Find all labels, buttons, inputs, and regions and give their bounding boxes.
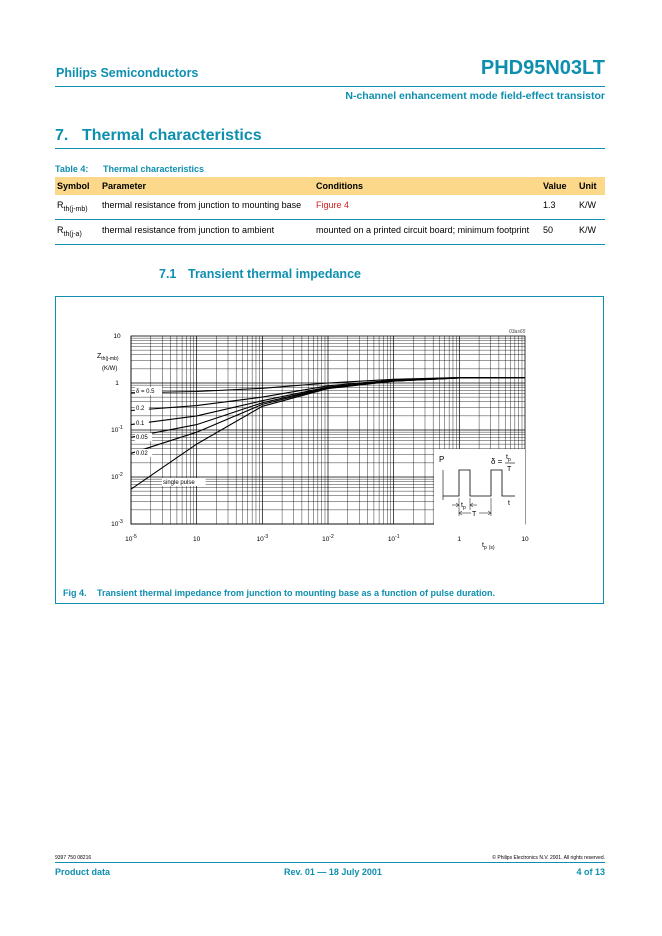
y-tick-label: $10^{-1}$ — [111, 425, 123, 434]
inset-t-label: t — [508, 500, 510, 507]
subsection-number: 7.1 — [159, 267, 177, 281]
x-tick-label: $10^{-2}$ — [322, 534, 334, 543]
figure-caption — [63, 588, 495, 598]
figure-caption-text: Transient thermal impedance from junction to mounting base as a function of pulse duration. — [97, 588, 496, 598]
copyright: © Philips Electronics N.V. 2001. All rights reserved. — [492, 855, 605, 861]
product-code: PHD95N03LT — [480, 57, 605, 79]
company-name: Philips Semiconductors — [56, 66, 199, 80]
y-tick-label: 1 — [115, 380, 119, 387]
series-label-3: 0.05 — [136, 435, 148, 441]
section-number: 7. — [55, 127, 69, 144]
inset-p-label: P — [439, 455, 445, 464]
cell-unit: K/W — [577, 195, 605, 219]
series-label-2: 0.1 — [136, 421, 145, 427]
y-tick-label: 10 — [113, 333, 121, 340]
figure-code: 03as65 — [509, 329, 526, 335]
cell-unit: K/W — [577, 219, 605, 244]
pulse-inset — [434, 449, 525, 525]
series-label-1: 0.2 — [136, 406, 145, 412]
y-tick-label: $10^{-2}$ — [111, 472, 123, 481]
cell-value: 50 — [541, 219, 577, 244]
inset-T-label: T — [472, 511, 477, 518]
doc-number: 9397 750 08216 — [55, 855, 92, 861]
cell-conditions: mounted on a printed circuit board; minimum footprint — [314, 219, 541, 244]
x-tick-label: 10 — [521, 536, 529, 543]
table-caption-number: Table 4: — [55, 164, 89, 174]
series-label-0: δ = 0.5 — [136, 389, 155, 395]
footer-page-number: 4 of 13 — [576, 867, 605, 877]
product-subtitle: N-channel enhancement mode field-effect transistor — [345, 90, 605, 102]
y-axis-label: $Z_{th(j-mb)}$ — [97, 353, 119, 362]
section-title: Thermal characteristics — [82, 127, 262, 144]
series-label-5: single pulse — [163, 480, 195, 486]
header-value: Value — [541, 177, 577, 195]
inset-frac-den: T — [507, 466, 512, 473]
figure-4-link[interactable]: Figure 4 — [314, 195, 541, 219]
header-conditions: Conditions — [314, 177, 541, 195]
inset-delta-label: δ = — [491, 457, 503, 466]
y-axis-unit: (K/W) — [102, 366, 118, 372]
cell-parameter: thermal resistance from junction to mounting base — [100, 195, 314, 219]
cell-symbol: $R_{th(j-mb)}$ — [55, 195, 100, 219]
inset-tp-label: $t_p$ — [461, 502, 466, 511]
y-tick-label: $10^{-3}$ — [111, 519, 123, 528]
header-parameter: Parameter — [100, 177, 314, 195]
cell-parameter: thermal resistance from junction to ambient — [100, 219, 314, 244]
x-tick-label: $10^{-1}$ — [387, 534, 400, 543]
inset-background — [434, 449, 525, 525]
x-tick-label: $10^{-3}$ — [256, 534, 269, 543]
inset-frac-num: $t_p$ — [506, 454, 511, 463]
x-tick-label: 10 — [193, 536, 201, 543]
figure-caption-number: Fig 4. — [63, 588, 87, 598]
footer-revision: Rev. 01 — 18 July 2001 — [284, 867, 382, 877]
cell-symbol: $R_{th(j-a)}$ — [55, 219, 100, 244]
x-tick-label: $10^{-5}$ — [125, 534, 137, 543]
footer-rule — [55, 862, 605, 863]
subsection-title: Transient thermal impedance — [188, 267, 361, 281]
header-unit: Unit — [577, 177, 605, 195]
cell-value: 1.3 — [541, 195, 577, 219]
table-caption-text: Thermal characteristics — [103, 164, 205, 174]
header-symbol: Symbol — [55, 177, 100, 195]
x-axis-label: $t_p$ (s) — [482, 542, 495, 551]
x-tick-label: 1 — [457, 536, 462, 543]
series-label-4: 0.02 — [136, 451, 148, 457]
footer-doc-type: Product data — [55, 867, 111, 877]
